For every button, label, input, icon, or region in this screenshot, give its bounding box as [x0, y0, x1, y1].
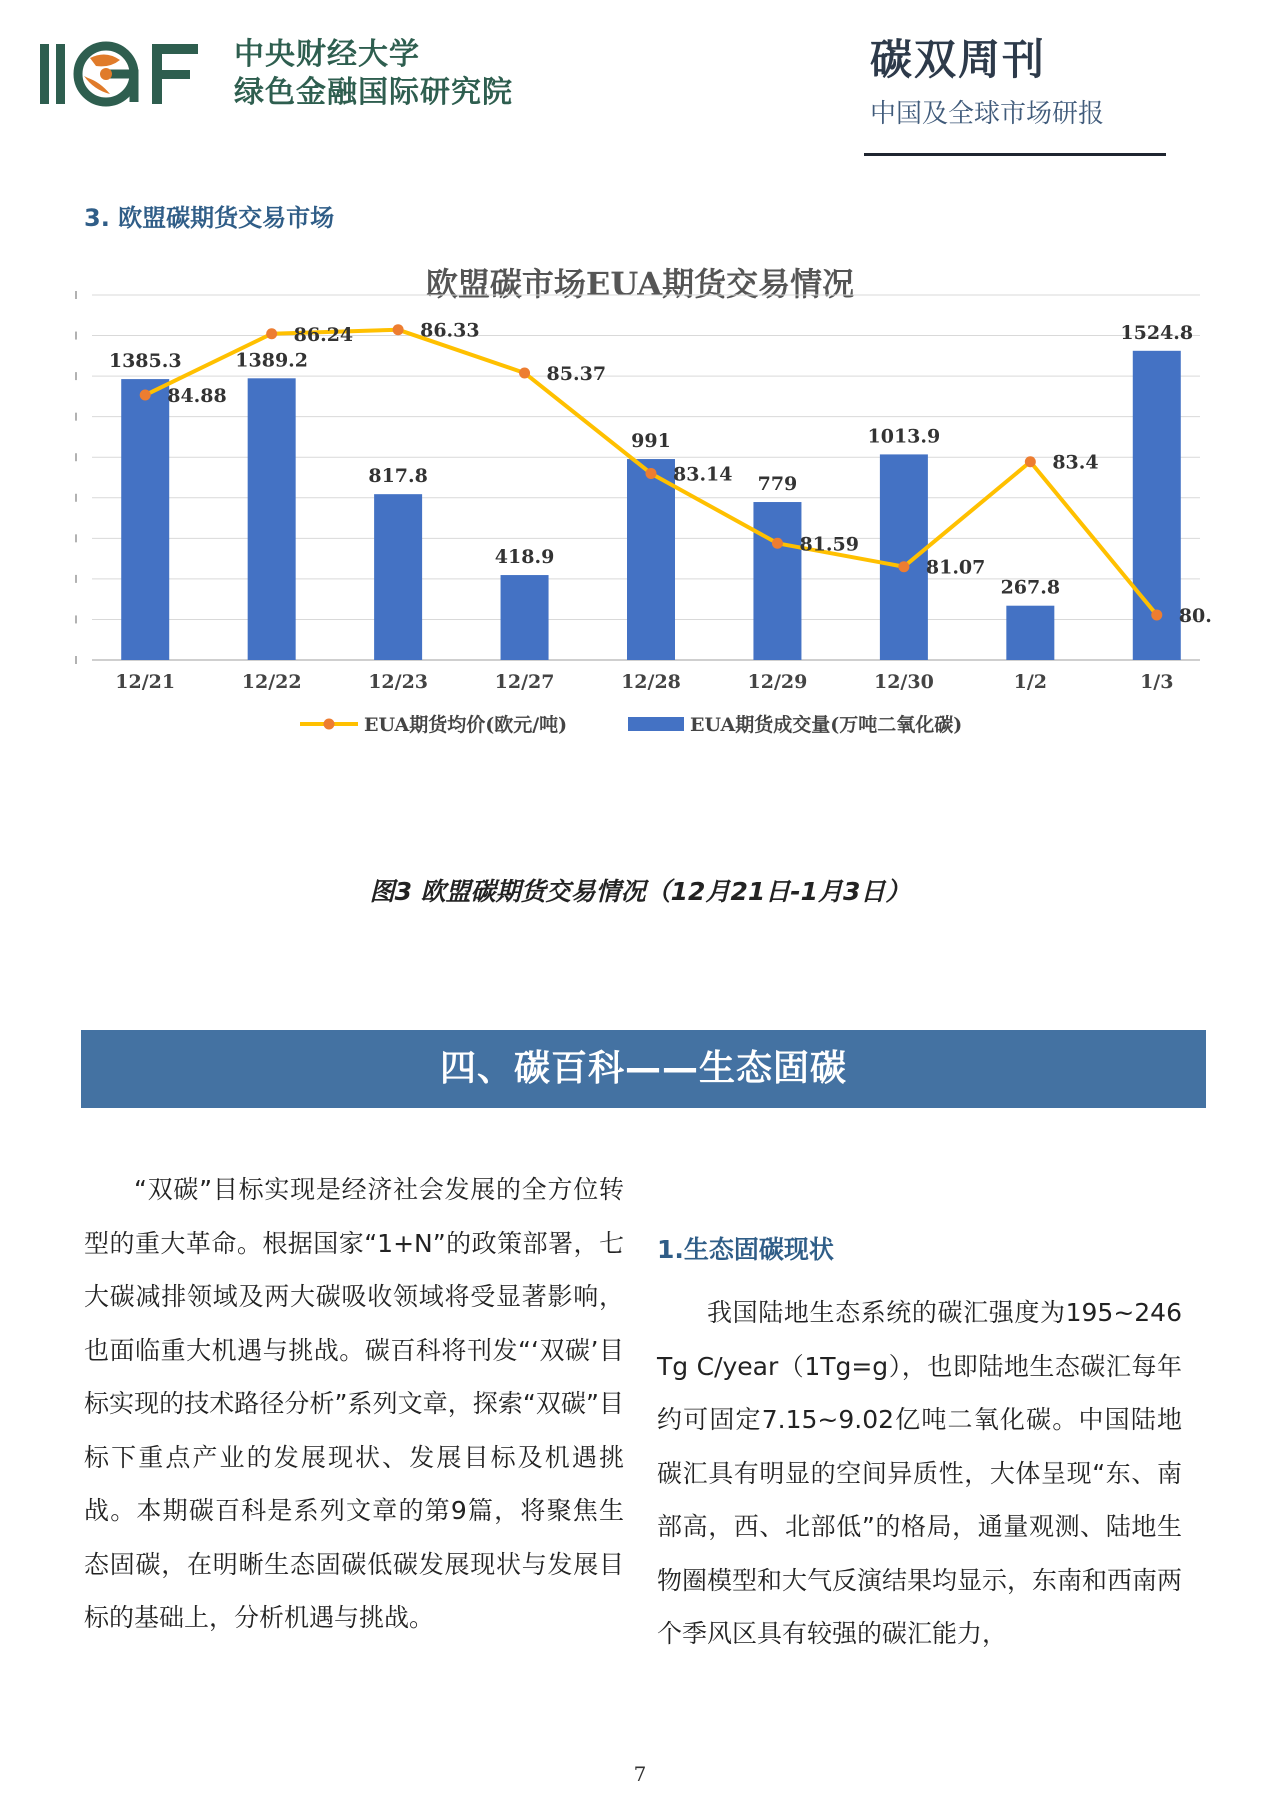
eua-futures-chart — [70, 250, 1230, 860]
volume-label: 991 — [631, 430, 671, 453]
x-tick-label: 12/22 — [241, 671, 302, 693]
x-tick-label: 1/3 — [1140, 671, 1174, 693]
price-point — [266, 328, 277, 339]
legend-line-marker — [324, 719, 335, 730]
x-tick-label: 12/27 — [494, 671, 555, 693]
volume-label: 1524.8 — [1120, 321, 1194, 344]
chart-bars — [121, 351, 1181, 660]
page-number: 7 — [633, 1762, 647, 1786]
price-point — [772, 538, 783, 549]
x-tick-label: 12/30 — [873, 671, 934, 693]
volume-bar — [880, 454, 928, 660]
price-label: 85.37 — [546, 362, 607, 385]
price-label: 84.88 — [167, 385, 227, 408]
chart-x-ticks — [115, 671, 1173, 693]
volume-bar — [501, 575, 549, 660]
intro-column — [84, 1163, 624, 1645]
price-point — [898, 561, 909, 572]
volume-label: 817.8 — [368, 465, 428, 488]
section-heading: 3. 欧盟碳期货交易市场 — [84, 204, 335, 232]
price-label: 86.33 — [420, 319, 480, 342]
chart-title: 欧盟碳市场EUA期货交易情况 — [425, 265, 855, 303]
legend-volume-label: EUA期货成交量(万吨二氧化碳) — [690, 714, 963, 736]
volume-label: 418.9 — [494, 546, 555, 569]
price-point — [646, 468, 657, 479]
volume-label: 1385.3 — [108, 350, 182, 373]
volume-label: 1389.2 — [235, 349, 309, 372]
x-tick-label: 12/29 — [747, 671, 808, 693]
price-label: 86.24 — [293, 323, 354, 346]
volume-bar — [627, 459, 675, 660]
volume-label: 1013.9 — [867, 425, 941, 448]
chart-legend — [300, 713, 962, 736]
volume-bar — [374, 494, 422, 660]
x-tick-label: 1/2 — [1013, 671, 1048, 693]
publication-brand — [870, 30, 1170, 132]
legend-bar-swatch — [628, 717, 684, 731]
volume-bar — [248, 378, 296, 660]
price-point — [1151, 609, 1162, 620]
price-point — [140, 390, 151, 401]
price-label: 81.59 — [799, 533, 859, 556]
price-point — [393, 324, 404, 335]
header-divider — [864, 153, 1166, 156]
price-label: 81.07 — [925, 556, 986, 579]
x-tick-label: 12/28 — [621, 671, 681, 693]
x-tick-label: 12/23 — [368, 671, 429, 693]
volume-label: 267.8 — [1000, 576, 1061, 599]
section-banner: 四、碳百科——生态固碳 — [81, 1030, 1206, 1108]
x-tick-label: 12/21 — [115, 671, 176, 693]
status-paragraph: 我国陆地生态系统的碳汇强度为195~246 Tg C/year（1Tg=g），也即陆地生态碳汇每年约可固定7.15~9.02亿吨二氧化碳。中国陆地碳汇具有明显的空间异质性，大体呈现“东、南部高，西、北部低”的格局，通量观测、陆地生物圈模型和大气反演结果均显示，东南和西南两个季风区具有较强的碳汇能力， — [657, 1298, 1183, 1648]
institution-line-1: 中央财经大学 — [234, 37, 420, 72]
volume-bar — [121, 379, 169, 660]
iigf-logo-icon — [40, 38, 214, 110]
price-point — [1025, 456, 1036, 467]
institution-name — [234, 36, 513, 112]
price-point — [519, 367, 530, 378]
status-column — [657, 1286, 1182, 1661]
subsection-heading: 1.生态固碳现状 — [657, 1235, 834, 1264]
legend-price-label: EUA期货均价(欧元/吨) — [364, 714, 568, 736]
price-label: 80. — [1178, 604, 1212, 627]
price-label: 83.14 — [673, 463, 733, 486]
intro-paragraph: “双碳”目标实现是经济社会发展的全方位转型的重大革命。根据国家“1+N”的政策部署，七大碳减排领域及两大碳吸收领域将受显著影响，也面临重大机遇与挑战。碳百科将刊发“‘双碳’目标实现的技术路径分析”系列文章，探索“双碳”目标下重点产业的发展现状、发展目标及机遇挑战。本期碳百科是系列文章的第9篇，将聚焦生态固碳，在明晰生态固碳低碳发展现状与发展目标的基础上，分析机遇与挑战。 — [84, 1175, 624, 1632]
price-label: 83.4 — [1052, 451, 1099, 474]
figure-caption: 图3 欧盟碳期货交易情况（12月21日-1月3日） — [369, 877, 911, 906]
publication-title: 碳双周刊 — [870, 35, 1047, 84]
volume-label: 779 — [757, 473, 798, 496]
volume-bar — [1006, 606, 1054, 660]
institution-line-2: 绿色金融国际研究院 — [234, 75, 513, 110]
volume-bar — [753, 502, 801, 660]
publication-subtitle: 中国及全球市场研报 — [870, 99, 1105, 129]
